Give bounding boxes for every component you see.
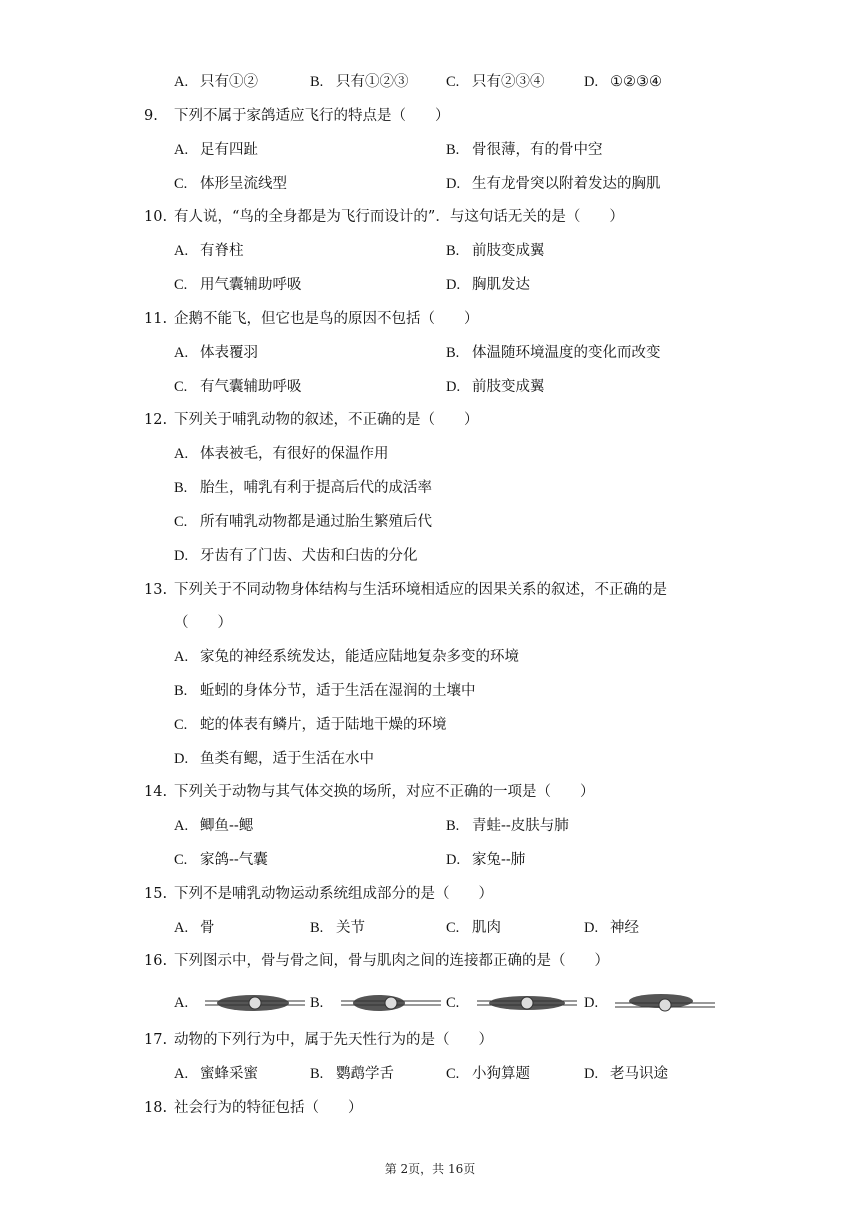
q14-option-a: A. 鲫鱼--鳃: [174, 818, 254, 834]
q8-option-d: D. ①②③④: [584, 74, 662, 90]
question-text: 企鹅不能飞，但它也是鸟的原因不包括（ ）: [174, 311, 479, 327]
question-number: 11.: [144, 311, 168, 327]
question-text-cont: （ ）: [174, 615, 232, 631]
question-text: 动物的下列行为中，属于先天性行为的是（ ）: [174, 1032, 493, 1048]
question-number: 17.: [144, 1032, 168, 1048]
q11-option-c: C. 有气囊辅助呼吸: [174, 379, 302, 395]
question-text: 下列关于哺乳动物的叙述，不正确的是（ ）: [174, 412, 479, 428]
joint-diagram-d: [615, 990, 715, 1016]
question-number: 10.: [144, 209, 168, 225]
q8-option-a: A. 只有①②: [174, 74, 258, 90]
question-text: 下列关于动物与其气体交换的场所，对应不正确的一项是（ ）: [174, 784, 595, 800]
question-number: 14.: [144, 784, 168, 800]
q16-option-c: C.: [446, 990, 577, 1016]
q17-option-d: D. 老马识途: [584, 1066, 668, 1082]
q9-option-c: C. 体形呈流线型: [174, 176, 287, 192]
q16-option-b: B.: [310, 990, 441, 1016]
question-text: 下列关于不同动物身体结构与生活环境相适应的因果关系的叙述，不正确的是: [174, 582, 667, 598]
question-text: 下列不属于家鸽适应飞行的特点是（ ）: [174, 108, 450, 124]
q9-option-b: B. 骨很薄，有的骨中空: [446, 142, 603, 158]
q15-option-b: B. 关节: [310, 920, 365, 936]
q11-option-a: A. 体表覆羽: [174, 345, 258, 361]
question-number: 13.: [144, 582, 168, 598]
joint-diagram-b: [341, 990, 441, 1016]
question-number: 15.: [144, 886, 168, 902]
q16-option-d: D.: [584, 990, 715, 1016]
question-text: 下列不是哺乳动物运动系统组成部分的是（ ）: [174, 886, 493, 902]
q15-option-c: C. 肌肉: [446, 920, 501, 936]
question-text: 有人说，“鸟的全身都是为飞行而设计的”．与这句话无关的是（ ）: [174, 209, 624, 225]
q15-option-d: D. 神经: [584, 920, 639, 936]
joint-diagram-a: [205, 990, 305, 1016]
question-number: 12.: [144, 412, 168, 428]
page-footer: 第 2页，共 16页: [384, 1162, 476, 1176]
q11-option-d: D. 前肢变成翼: [446, 379, 545, 395]
q14-option-c: C. 家鸽--气囊: [174, 852, 268, 868]
q15-option-a: A. 骨: [174, 920, 215, 936]
q9-option-d: D. 生有龙骨突以附着发达的胸肌: [446, 176, 661, 192]
q14-option-d: D. 家兔--肺: [446, 852, 526, 868]
q8-option-c: C. 只有②③④: [446, 74, 545, 90]
question-text: 下列图示中，骨与骨之间，骨与肌肉之间的连接都正确的是（ ）: [174, 953, 609, 969]
question-number: 18.: [144, 1100, 168, 1116]
q17-option-c: C. 小狗算题: [446, 1066, 530, 1082]
q10-option-d: D. 胸肌发达: [446, 277, 530, 293]
q17-option-a: A. 蜜蜂采蜜: [174, 1066, 258, 1082]
q9-option-a: A. 足有四趾: [174, 142, 258, 158]
q11-option-b: B. 体温随环境温度的变化而改变: [446, 345, 661, 361]
question-number: 9.: [144, 108, 158, 124]
q14-option-b: B. 青蛙--皮肤与肺: [446, 818, 569, 834]
q16-option-a: A.: [174, 990, 305, 1016]
q10-option-c: C. 用气囊辅助呼吸: [174, 277, 302, 293]
q17-option-b: B. 鹦鹉学舌: [310, 1066, 394, 1082]
q10-option-b: B. 前肢变成翼: [446, 243, 545, 259]
q10-option-a: A. 有脊柱: [174, 243, 244, 259]
question-number: 16.: [144, 953, 168, 969]
joint-diagram-c: [477, 990, 577, 1016]
question-text: 社会行为的特征包括（ ）: [174, 1100, 363, 1116]
q8-option-b: B. 只有①②③: [310, 74, 409, 90]
